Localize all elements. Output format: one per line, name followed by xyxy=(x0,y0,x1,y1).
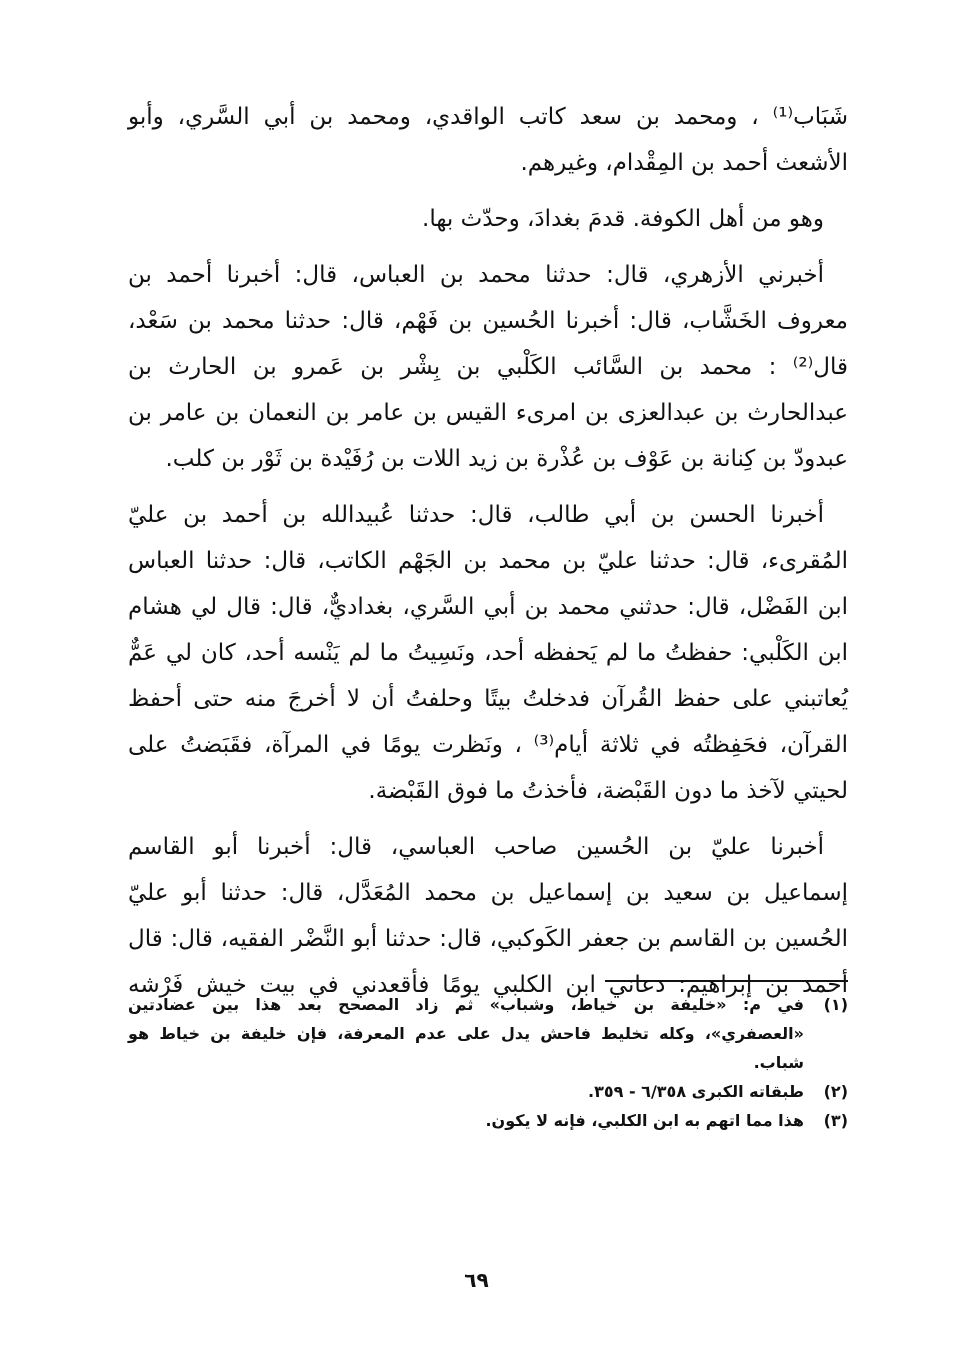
footnote-3 xyxy=(128,1106,848,1135)
text-line: أخبرنا الحسن بن أبي طالب، قال: حدثنا عُبيدالله بن أحمد بن عليّ xyxy=(128,502,824,528)
footnotes xyxy=(128,990,848,1135)
footnote-text xyxy=(128,990,804,1077)
paragraph-2 xyxy=(128,196,848,242)
footnote-number: (٢) xyxy=(823,1082,848,1101)
text-line: أحمد بن إبراهيم: دعاني ابن الكلبي يومًا فأقعدني في بيت خيش فَرْشه xyxy=(128,972,848,998)
text-line: وهو من أهل الكوفة. قدمَ بغدادَ، وحدّث بها. xyxy=(422,206,824,232)
text-line: ابن الكَلْبي: حفظتُ ما لم يَحفظه أحد، ونَسِيتُ ما لم يَنْسه أحد، كان لي عَمٌّ xyxy=(128,640,848,666)
footnote-2 xyxy=(128,1077,848,1106)
text-line: يُعاتبني على حفظ القُرآن فدخلتُ بيتًا وحلفتُ أن لا أخرجَ منه حتى أحفظ xyxy=(128,686,848,712)
main-text xyxy=(128,94,848,1018)
footnote-separator xyxy=(605,980,848,982)
text-line: إسماعيل بن سعيد بن إسماعيل بن محمد المُعَدَّل، قال: حدثنا أبو عليّ xyxy=(128,880,848,906)
text-line: ابن الفَضْل، قال: حدثني محمد بن أبي السَّري، بغداديٌّ، قال: قال لي هشام xyxy=(128,594,848,620)
text-line: الحُسين بن القاسم بن جعفر الكَوكبي، قال: حدثنا أبو النَّضْر الفقيه، قال: قال xyxy=(128,926,848,952)
footnote-line: في م: «خليفة بن خياط، وشباب» ثم زاد المصحح بعد هذا بين عضادتين xyxy=(128,995,804,1014)
footnote-line: طبقاته الكبرى ٦/٣٥٨ - ٣٥٩. xyxy=(588,1082,804,1101)
text-line: القرآن، فحَفِظتُه في ثلاثة أيام⁽³⁾ ، ونَظرت يومًا في المرآة، فقَبَضتُ على xyxy=(128,732,848,758)
footnote-text xyxy=(128,1106,804,1135)
paragraph-3 xyxy=(128,252,848,482)
paragraph-4 xyxy=(128,492,848,814)
text-line: الأشعث أحمد بن المِقْدام، وغيرهم. xyxy=(520,150,848,176)
footnote-line: شباب. xyxy=(753,1053,804,1072)
text-line: لحيتي لآخذ ما دون القَبْضة، فأخذتُ ما فوق القَبْضة. xyxy=(368,778,848,804)
page-number: ٦٩ xyxy=(464,1268,489,1292)
text-line: المُقرىء، قال: حدثنا عليّ بن محمد بن الجَهْم الكاتب، قال: حدثنا العباس xyxy=(128,548,848,574)
footnote-number: (٣) xyxy=(823,1111,848,1130)
footnote-number: (١) xyxy=(823,995,848,1014)
text-line: عبدالحارث بن عبدالعزى بن امرىء القيس بن عامر بن النعمان بن عامر بن xyxy=(128,400,848,426)
text-line: شَبَاب⁽¹⁾ ، ومحمد بن سعد كاتب الواقدي، ومحمد بن أبي السَّري، وأبو xyxy=(128,104,848,130)
text-line: عبدودّ بن كِنانة بن عَوْف بن عُذْرة بن زيد اللات بن رُفَيْدة بن ثَوْر بن كلب. xyxy=(165,446,848,472)
text-line: أخبرني الأزهري، قال: حدثنا محمد بن العباس، قال: أخبرنا أحمد بن xyxy=(128,262,824,288)
paragraph-1 xyxy=(128,94,848,186)
footnote-text xyxy=(128,1077,804,1106)
text-line: قال⁽²⁾ : محمد بن السَّائب الكَلْبي بن بِشْر بن عَمرو بن الحارث بن xyxy=(128,354,848,380)
text-line: أخبرنا عليّ بن الحُسين صاحب العباسي، قال: أخبرنا أبو القاسم xyxy=(128,834,824,860)
footnote-line: هذا مما اتهم به ابن الكلبي، فإنه لا يكون. xyxy=(485,1111,804,1130)
footnote-1 xyxy=(128,990,848,1077)
footnote-line: «العصفري»، وكله تخليط فاحش يدل على عدم المعرفة، فإن خليفة بن خياط هو xyxy=(128,1024,804,1043)
text-line: معروف الخَشَّاب، قال: أخبرنا الحُسين بن فَهْم، قال: حدثنا محمد بن سَعْد، xyxy=(128,308,848,334)
